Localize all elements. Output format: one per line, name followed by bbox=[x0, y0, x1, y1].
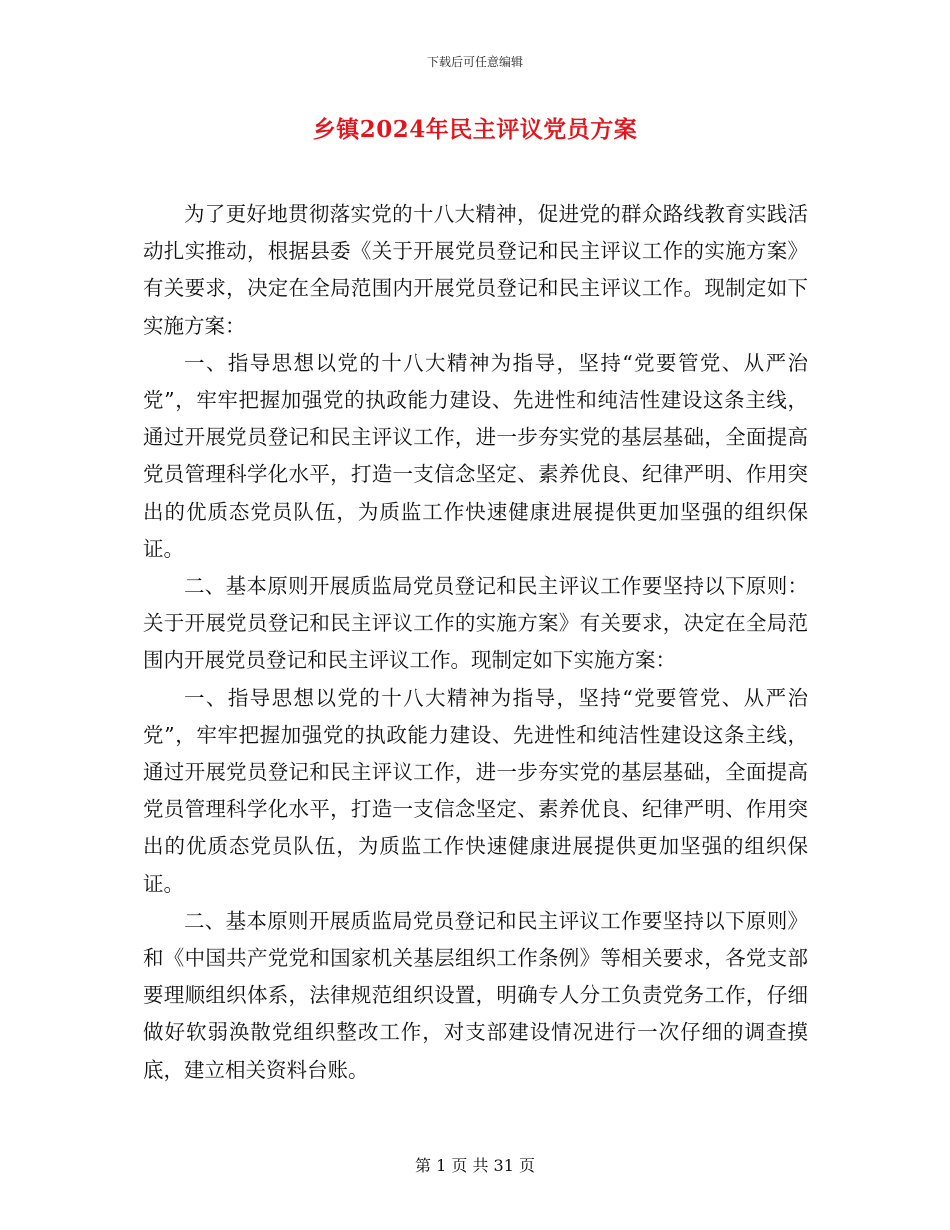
paragraph-guiding-ideology-repeat: 一、指导思想以党的十八大精神为指导，坚持“党要管党、从严治党”，牢牢把握加强党的执政能力建设、先进性和纯洁性建设这条主线，通过开展党员登记和民主评议工作，进一步夯实党的基层基础，全面提高党员管理科学化水平，打造一支信念坚定、素养优良、纪律严明、作用突出的优质态党员队伍，为质监工作快速健康进展提供更加坚强的组织保证。 bbox=[143, 685, 808, 896]
paragraph-basic-principles: 二、基本原则开展质监局党员登记和民主评议工作要坚持以下原则：关于开展党员登记和民主评议工作的实施方案》有关要求，决定在全局范围内开展党员登记和民主评议工作。现制定如下实施方案： bbox=[143, 574, 808, 673]
page-number-footer: 第 1 页 共 31 页 bbox=[415, 1156, 535, 1175]
paragraph-guiding-ideology: 一、指导思想以党的十八大精神为指导，坚持“党要管党、从严治党”，牢牢把握加强党的执政能力建设、先进性和纯洁性建设这条主线，通过开展党员登记和民主评议工作，进一步夯实党的基层基础，全面提高党员管理科学化水平，打造一支信念坚定、素养优良、纪律严明、作用突出的优质态党员队伍，为质监工作快速健康进展提供更加坚强的组织保证。 bbox=[143, 350, 808, 561]
paragraph-intro: 为了更好地贯彻落实党的十八大精神，促进党的群众路线教育实践活动扎实推动，根据县委《关于开展党员登记和民主评议工作的实施方案》有关要求，决定在全局范围内开展党员登记和民主评议工作。现制定如下实施方案： bbox=[143, 202, 808, 338]
document-title: 乡镇2024年民主评议党员方案 bbox=[312, 116, 638, 143]
document-body bbox=[143, 196, 808, 1089]
header-note: 下载后可任意编辑 bbox=[426, 55, 523, 69]
paragraph-basic-principles-repeat: 二、基本原则开展质监局党员登记和民主评议工作要坚持以下原则》和《中国共产党党和国家机关基层组织工作条例》等相关要求，各党支部要理顺组织体系，法律规范组织设置，明确专人分工负责党务工作，仔细做好软弱涣散党组织整改工作，对支部建设情况进行一次仔细的调查摸底，建立相关资料台账。 bbox=[143, 908, 808, 1082]
